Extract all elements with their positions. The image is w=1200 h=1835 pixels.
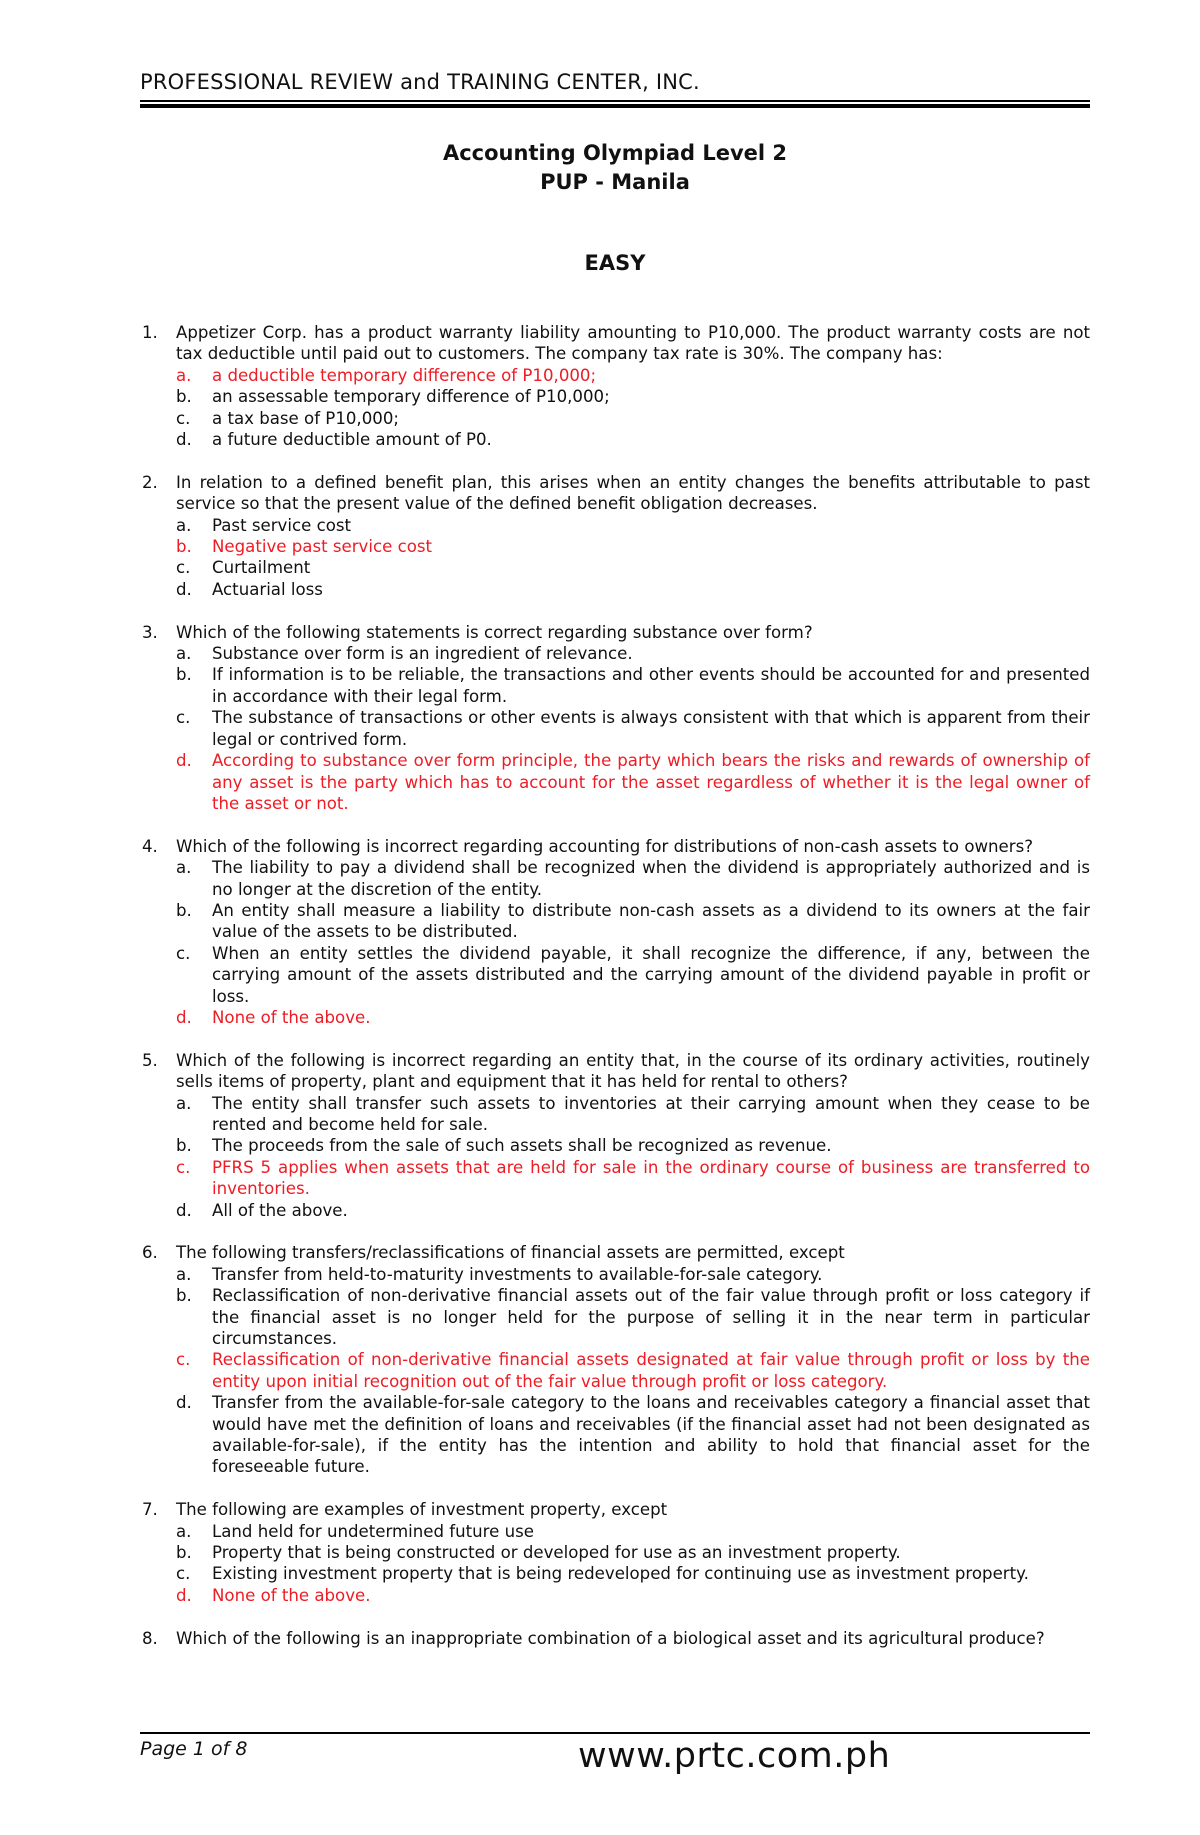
choice-text: PFRS 5 applies when assets that are held for sale in the ordinary course of business are transferred to inventories. (212, 1157, 1090, 1199)
choice-letter: b. (176, 900, 192, 920)
choice-text: a deductible temporary difference of P10,000; (212, 365, 597, 385)
choice-letter: c. (176, 1157, 191, 1177)
choice-item-correct (176, 365, 1090, 386)
choice-text: Actuarial loss (212, 579, 323, 599)
question-number: 5. (142, 1050, 158, 1070)
choice-item (176, 1392, 1090, 1478)
question-number: 3. (142, 622, 158, 642)
question-text: Which of the following is an inappropriate combination of a biological asset and its agricultural produce? (176, 1628, 1045, 1648)
question-item (140, 1628, 1090, 1649)
choice-letter: c. (176, 408, 191, 428)
choice-item (176, 429, 1090, 450)
question-list (140, 322, 1090, 1670)
choice-item (176, 579, 1090, 600)
choice-item (176, 943, 1090, 1007)
choice-item (176, 386, 1090, 407)
choice-letter: a. (176, 1521, 192, 1541)
choice-text: a future deductible amount of P0. (212, 430, 492, 450)
question-number: 2. (142, 472, 158, 492)
choice-item (176, 664, 1090, 707)
choice-text: Past service cost (212, 515, 351, 535)
question-text: Appetizer Corp. has a product warranty liability amounting to P10,000. The product warranty costs are not tax deductible until paid out to customers. The company tax rate is 30%. The company has: (176, 323, 1090, 364)
page-footer (140, 1732, 1090, 1776)
choice-letter: d. (176, 1200, 192, 1220)
document-subtitle: PUP - Manila (540, 170, 690, 194)
choice-letter: c. (176, 1564, 191, 1584)
choice-text: The substance of transactions or other events is always consistent with that which is apparent from their legal or contrived form. (212, 708, 1090, 749)
choice-text: None of the above. (212, 1585, 371, 1605)
footer-rule (140, 1732, 1090, 1734)
question-text: In relation to a defined benefit plan, this arises when an entity changes the benefits attributable to past service so that the present value of the defined benefit obligation decreases. (176, 472, 1090, 514)
choice-letter: b. (176, 665, 192, 685)
choice-item (176, 515, 1090, 536)
choice-item (176, 1285, 1090, 1349)
website-url: www.prtc.com.ph (578, 1736, 891, 1776)
choice-letter: a. (176, 1093, 192, 1113)
document-titles (140, 139, 1090, 197)
choice-text: an assessable temporary difference of P10,000; (212, 387, 610, 407)
choice-item-correct (176, 1585, 1090, 1606)
page-number: Page 1 of 8 (140, 1738, 248, 1760)
choice-item-correct (176, 1349, 1090, 1392)
choice-letter: b. (176, 1136, 192, 1156)
question-number: 4. (142, 836, 158, 856)
choice-text: Property that is being constructed or developed for use as an investment property. (212, 1543, 901, 1563)
question-text: The following are examples of investment property, except (176, 1500, 668, 1520)
choice-item (176, 643, 1090, 664)
choice-text: Substance over form is an ingredient of relevance. (212, 644, 633, 664)
header-rule (140, 100, 1090, 108)
choice-text: Transfer from held-to-maturity investments to available-for-sale category. (212, 1264, 823, 1284)
choice-letter: d. (176, 1585, 192, 1605)
question-item (140, 622, 1090, 815)
choice-text: When an entity settles the dividend payable, it shall recognize the difference, if any, between the carrying amount of the assets distributed and the carrying amount of the dividend payable in profit or loss. (212, 943, 1090, 1006)
choice-letter: d. (176, 579, 192, 599)
question-item (140, 472, 1090, 600)
question-number: 6. (142, 1243, 158, 1263)
choice-text: Transfer from the available-for-sale category to the loans and receivables category a financial asset that would have met the definition of loans and receivables (if the financial asset had not been designated as available-for-sale), if the entity has the intention and ability to hold that financial asset for the foreseeable future. (212, 1393, 1090, 1477)
choice-text: a tax base of P10,000; (212, 408, 399, 428)
choice-item-correct (176, 1157, 1090, 1200)
choice-letter: b. (176, 1543, 192, 1563)
question-item (140, 322, 1090, 450)
choice-letter: c. (176, 1350, 191, 1370)
question-number: 7. (142, 1500, 158, 1520)
choice-item (176, 408, 1090, 429)
question-text: Which of the following is incorrect regarding an entity that, in the course of its ordinary activities, routinely sells items of property, plant and equipment that it has held for rental to others? (176, 1050, 1090, 1092)
question-item (140, 836, 1090, 1029)
choice-text: The liability to pay a dividend shall be recognized when the dividend is appropriately authorized and is no longer at the discretion of the entity. (212, 858, 1090, 899)
choice-letter: c. (176, 708, 191, 728)
choice-text: According to substance over form principle, the party which bears the risks and rewards of ownership of any asset is the party which has to account for the asset regardless of whether it is the legal owner of the asset or not. (212, 751, 1090, 813)
choice-list (176, 515, 1090, 601)
choice-text: Reclassification of non-derivative financial assets out of the fair value through profit or loss category if the financial asset is no longer held for the purpose of selling it in the near term in particular circumstances. (212, 1286, 1090, 1349)
choice-item (176, 1093, 1090, 1136)
choice-list (176, 857, 1090, 1028)
choice-item (176, 1200, 1090, 1221)
choice-letter: d. (176, 1393, 192, 1413)
choice-text: All of the above. (212, 1200, 348, 1220)
choice-letter: a. (176, 1264, 192, 1284)
choice-item-correct (176, 1007, 1090, 1028)
section-heading: EASY (584, 251, 646, 275)
choice-text: Negative past service cost (212, 537, 433, 557)
choice-text: An entity shall measure a liability to distribute non-cash assets as a dividend to its owners at the fair value of the assets to be distributed. (212, 900, 1090, 942)
choice-item (176, 557, 1090, 578)
choice-text: Curtailment (212, 558, 311, 578)
choice-letter: c. (176, 943, 191, 963)
choice-text: Existing investment property that is being redeveloped for continuing use as investment property. (212, 1564, 1029, 1584)
choice-item (176, 857, 1090, 900)
choice-item (176, 1521, 1090, 1542)
choice-list (176, 643, 1090, 814)
choice-letter: a. (176, 365, 192, 385)
choice-letter: d. (176, 1007, 192, 1027)
question-text: The following transfers/reclassifications of financial assets are permitted, except (176, 1243, 845, 1263)
question-number: 1. (142, 323, 158, 342)
choice-item (176, 707, 1090, 750)
choice-letter: b. (176, 387, 192, 407)
choice-letter: a. (176, 644, 192, 664)
choice-list (176, 1521, 1090, 1607)
choice-letter: d. (176, 751, 192, 771)
choice-list (176, 1093, 1090, 1221)
question-item (140, 1242, 1090, 1477)
page-header (140, 70, 1090, 108)
choice-list (176, 1264, 1090, 1478)
choice-letter: a. (176, 858, 192, 878)
choice-letter: c. (176, 558, 191, 578)
choice-item (176, 1264, 1090, 1285)
choice-text: Land held for undetermined future use (212, 1521, 534, 1541)
choice-text: None of the above. (212, 1007, 371, 1027)
question-text: Which of the following statements is correct regarding substance over form? (176, 622, 813, 642)
question-item (140, 1499, 1090, 1606)
question-text: Which of the following is incorrect regarding accounting for distributions of non-cash assets to owners? (176, 836, 1034, 856)
choice-item-correct (176, 536, 1090, 557)
choice-text: The entity shall transfer such assets to inventories at their carrying amount when they cease to be rented and become held for sale. (212, 1093, 1090, 1134)
header-title: PROFESSIONAL REVIEW and TRAINING CENTER, INC. (140, 70, 700, 94)
choice-list (176, 365, 1090, 451)
choice-text: Reclassification of non-derivative financial assets designated at fair value through profit or loss by the entity upon initial recognition out of the fair value through profit or loss category. (212, 1350, 1090, 1391)
question-item (140, 1050, 1090, 1221)
choice-item (176, 1563, 1090, 1584)
question-number: 8. (142, 1628, 158, 1648)
choice-letter: d. (176, 430, 192, 450)
choice-text: If information is to be reliable, the transactions and other events should be accounted for and presented in accordance with their legal form. (212, 665, 1090, 706)
choice-letter: a. (176, 515, 192, 535)
choice-item (176, 1542, 1090, 1563)
choice-letter: b. (176, 1286, 192, 1306)
choice-text: The proceeds from the sale of such assets shall be recognized as revenue. (212, 1136, 832, 1156)
choice-item (176, 900, 1090, 943)
choice-item (176, 1135, 1090, 1156)
choice-letter: b. (176, 537, 192, 557)
document-title: Accounting Olympiad Level 2 (442, 141, 788, 165)
choice-item-correct (176, 750, 1090, 814)
